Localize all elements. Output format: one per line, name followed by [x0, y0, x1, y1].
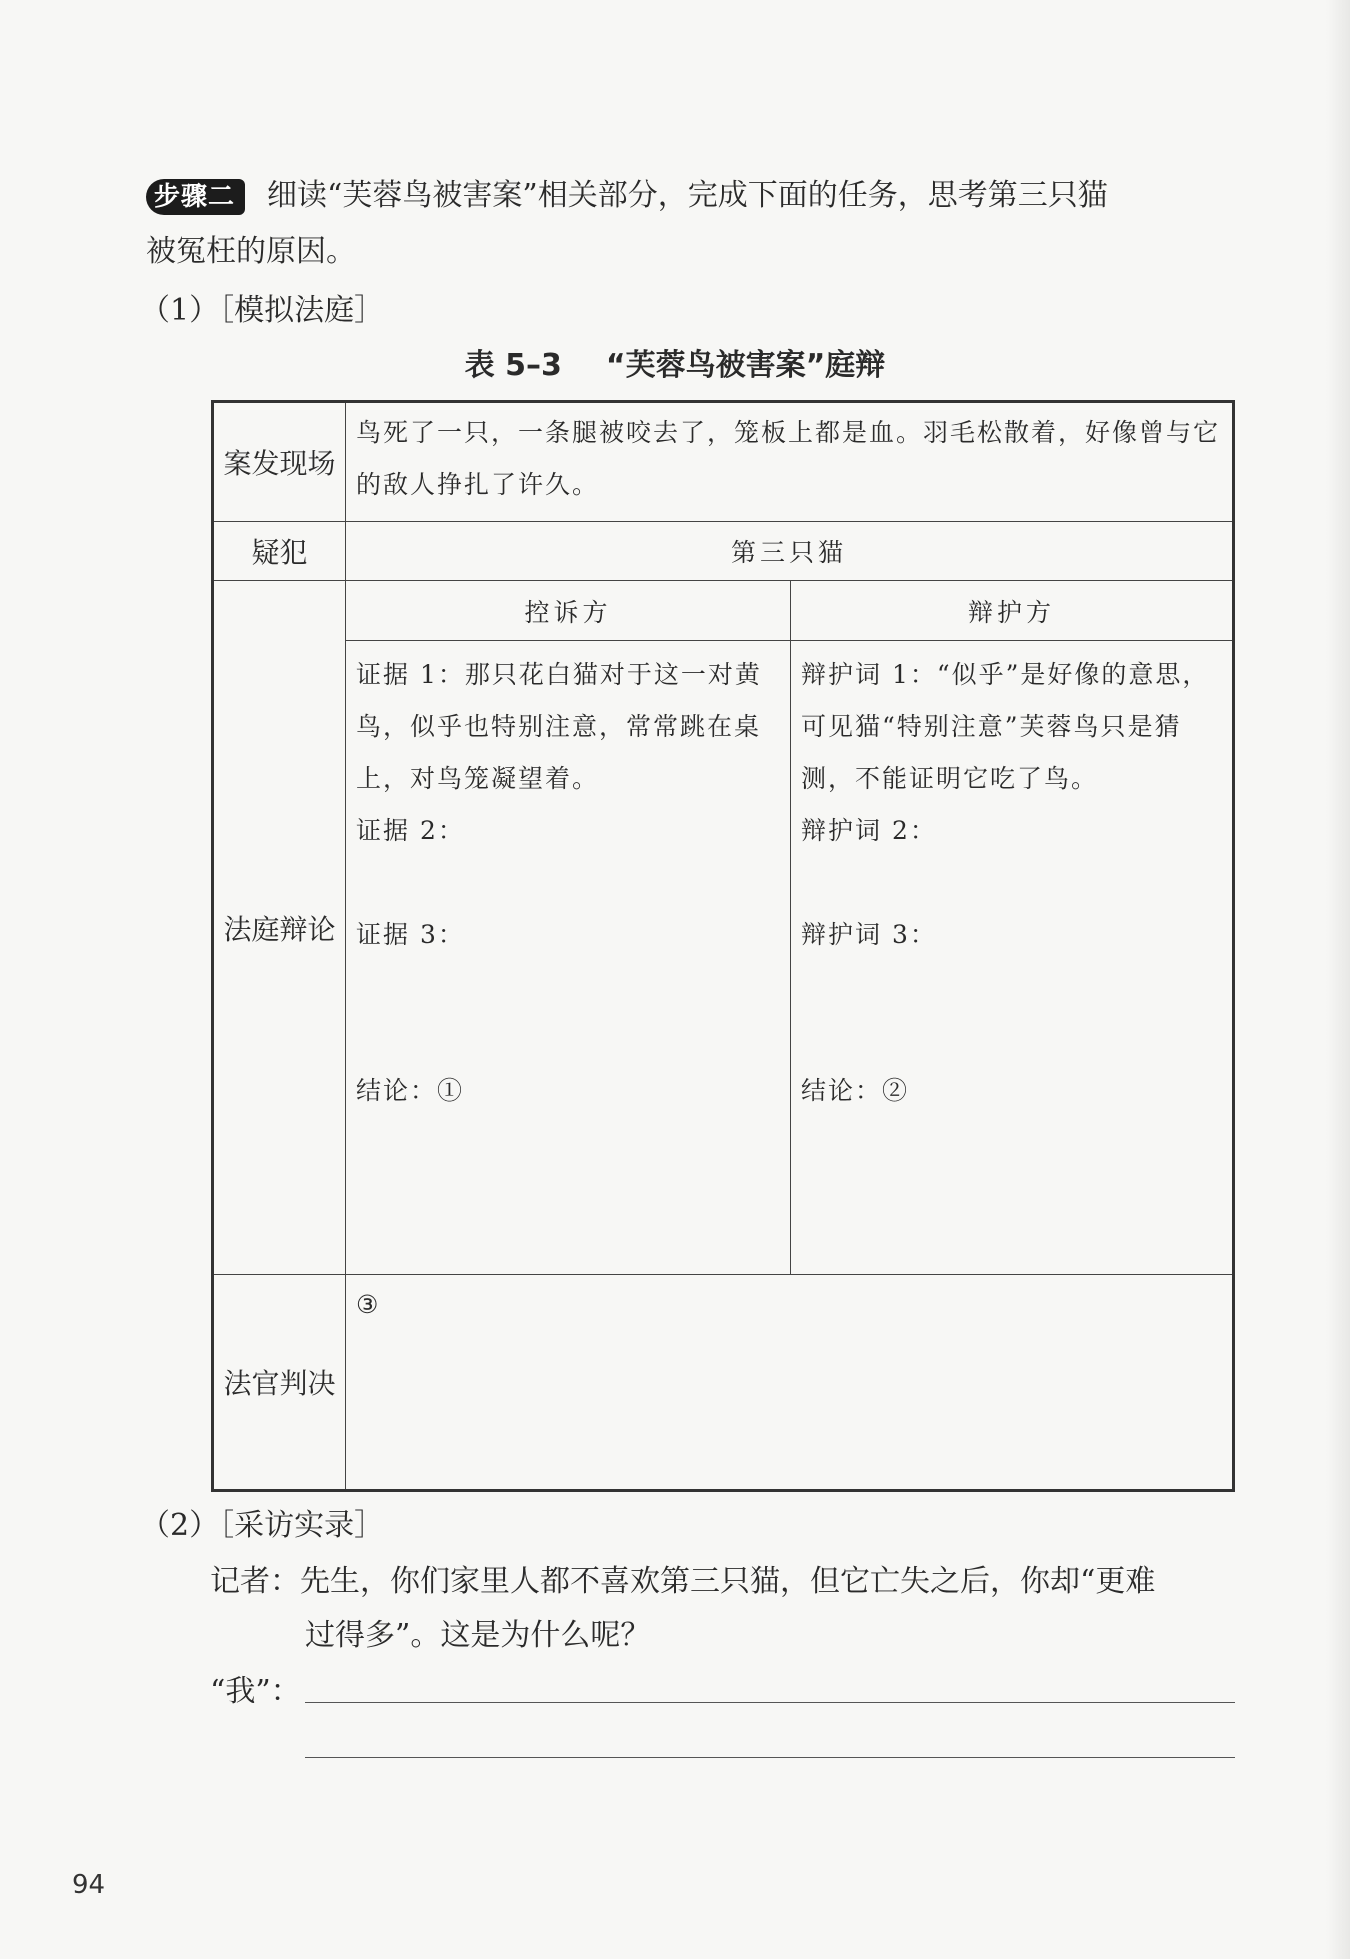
verdict-mark: ③ — [356, 1290, 381, 1319]
page-number: 94 — [72, 1870, 106, 1900]
part2-label: （2）［采访实录］ — [140, 1508, 385, 1543]
defense-3: 辩护词 3： — [801, 920, 937, 949]
answer-line-2[interactable] — [305, 1757, 1235, 1758]
defense-header: 辩护方 — [791, 581, 1234, 641]
reporter-question-line1: 记者：先生，你们家里人都不喜欢第三只猫，但它亡失之后，你却“更难 — [210, 1564, 1156, 1599]
table-title — [0, 340, 1350, 384]
prosecution-header: 控诉方 — [346, 581, 791, 641]
verdict-header: 法官判决 — [213, 1275, 346, 1491]
defense-2: 辩护词 2： — [801, 816, 937, 845]
answer-line-1[interactable] — [305, 1702, 1235, 1703]
verdict-cell — [346, 1275, 1234, 1491]
suspect-value: 第三只猫 — [346, 522, 1234, 581]
defense-cell — [791, 641, 1234, 1275]
evidence-3: 证据 3： — [356, 920, 465, 949]
step-text-line2: 被冤枉的原因。 — [146, 234, 356, 269]
reporter-question-line2: 过得多”。这是为什么呢？ — [305, 1618, 651, 1653]
scene-cell — [346, 402, 1234, 522]
debate-header: 法庭辩论 — [213, 581, 346, 1275]
table-number: 表 5–3 — [464, 348, 562, 383]
scene-header: 案发现场 — [213, 402, 346, 522]
conclusion-2: 结论：② — [801, 1076, 910, 1105]
evidence-2: 证据 2： — [356, 816, 465, 845]
page-edge-shadow — [1326, 0, 1350, 1959]
mock-court-table — [211, 400, 1235, 1492]
step-text-line1: 细读“芙蓉鸟被害案”相关部分，完成下面的任务，思考第三只猫 — [267, 178, 1108, 213]
conclusion-1: 结论：① — [356, 1076, 465, 1105]
prosecution-cell — [346, 641, 791, 1275]
step-badge: 步骤二 — [146, 179, 245, 215]
me-label: “我”： — [210, 1674, 301, 1709]
table-name: “芙蓉鸟被害案”庭辩 — [605, 348, 886, 383]
suspect-header: 疑犯 — [213, 522, 346, 581]
part1-label: （1）［模拟法庭］ — [140, 293, 385, 328]
scene-text: 鸟死了一只，一条腿被咬去了，笼板上都是血。羽毛松散着，好像曾与它的敌人挣扎了许久。 — [356, 418, 1221, 499]
defense-1: 辩护词 1：“似乎”是好像的意思，可见猫“特别注意”芙蓉鸟只是猜测，不能证明它吃了鸟。 — [801, 660, 1210, 793]
evidence-1: 证据 1：那只花白猫对于这一对黄鸟，似乎也特别注意，常常跳在桌上，对鸟笼凝望着。 — [356, 660, 762, 793]
step-instruction — [146, 168, 1236, 280]
